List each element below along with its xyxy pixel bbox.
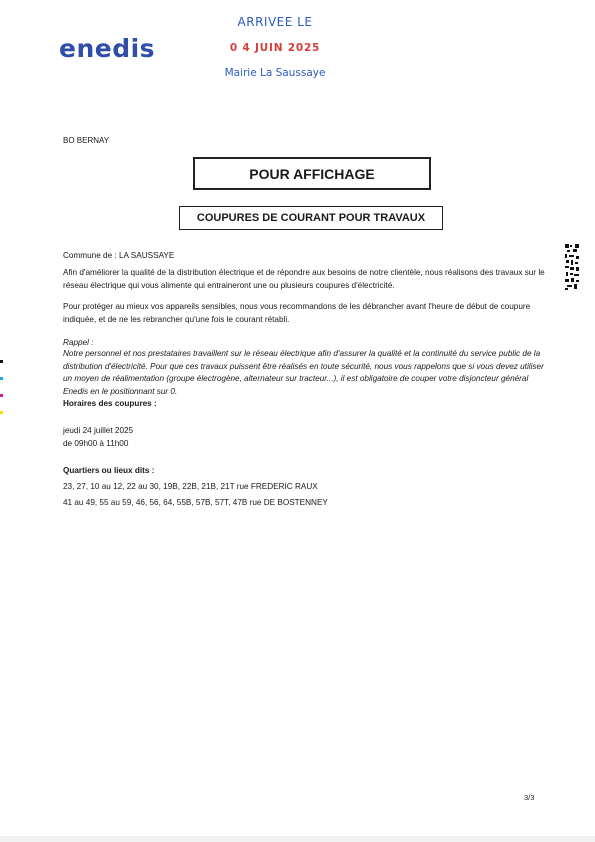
page-number: 3/3 [524,793,535,802]
stamp-date: 0 4 JUIN 2025 [229,42,321,54]
qr-code-icon [565,244,579,290]
schedule-date: jeudi 24 juillet 2025 [63,426,134,435]
document-subtitle: COUPURES DE COURANT POUR TRAVAUX [179,206,443,230]
stamp-mairie: Mairie La Saussaye [224,67,326,79]
print-registration-marks [0,360,3,428]
scan-bottom-edge [0,836,595,842]
reminder-label: Rappel : [63,338,94,347]
schedule-time: de 09h00 à 11h00 [63,439,129,448]
places-heading: Quartiers ou lieux dits : [63,466,155,475]
document-title: POUR AFFICHAGE [193,157,431,190]
sender-office: BO BERNAY [63,136,110,145]
intro-paragraph: Afin d'améliorer la qualité de la distribution électrique et de répondre aux besoins de notre clientèle, nous réalisons des travaux sur le réseau électrique qui vous alimente qui entraineront une ou plusieurs coupures d'électricité. [63,268,545,290]
places-line-1: 23, 27, 10 au 12, 22 au 30, 19B, 22B, 21B, 21T rue FREDERIC RAUX [63,482,318,491]
commune-line: Commune de : LA SAUSSAYE [63,251,175,260]
schedule-heading: Horaires des coupures : [63,399,157,408]
enedis-logo: enedis [59,34,156,63]
reminder-text: Notre personnel et nos prestataires travaillent sur le réseau électrique afin d'assurer la qualité et la continuité du service public de la distribution d'électricité. Pour que ces travaux puissent être réalisés en toute sécurité, nous vous rappelons que si vous devez utiliser un moyen de réalimentation (groupe électrogène, alternateur sur tracteur...), il est obligatoire de couper votre disjoncteur général Enedis en le positionnant sur 0. [63,349,544,396]
stamp-received-label: ARRIVEE LE [237,15,313,29]
recommendation-paragraph: Pour protéger au mieux vos appareils sensibles, nous vous recommandons de les débrancher avant l'heure de début de coupure indiquée, et de ne les rebrancher qu'une fois le courant rétabli. [63,302,531,324]
places-line-2: 41 au 49, 55 au 59, 46, 56, 64, 55B, 57B, 57T, 47B rue DE BOSTENNEY [63,498,328,507]
